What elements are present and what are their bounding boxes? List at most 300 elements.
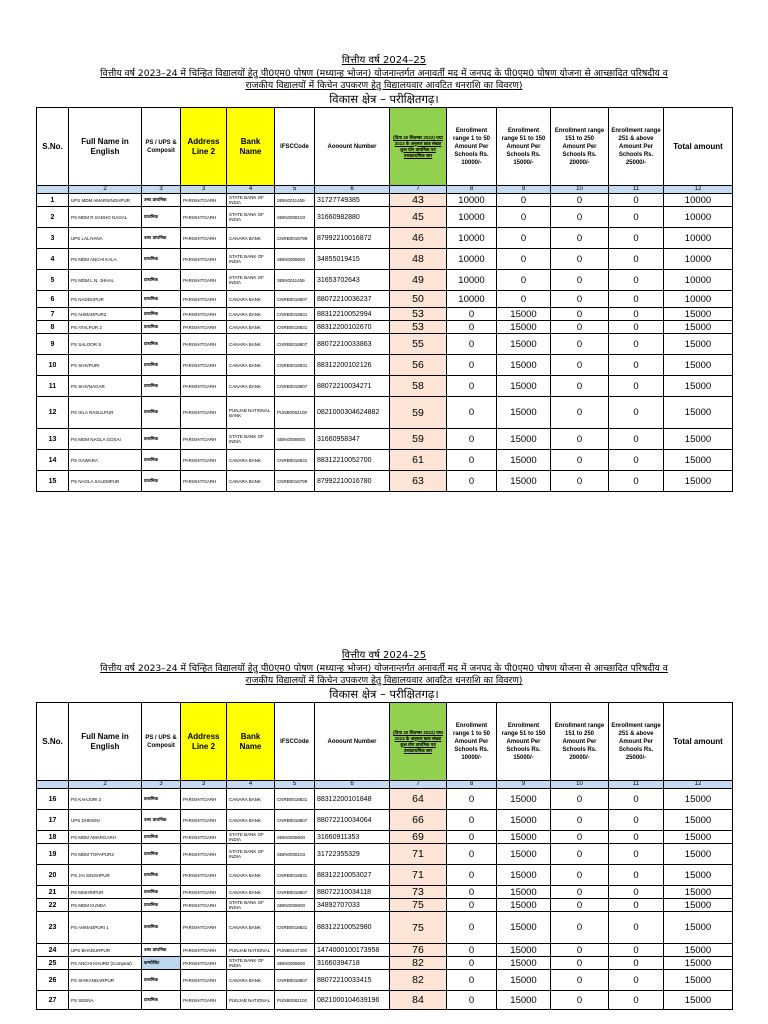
table-row	[37, 194, 733, 207]
row-range1-amount: 0	[447, 957, 497, 970]
row-bank-name: CANARA BANK	[227, 471, 275, 492]
row-enrolment-count: 71	[390, 844, 447, 865]
row-range3-amount: 0	[551, 291, 609, 308]
row-enrolment-count: 43	[390, 194, 447, 207]
row-range4-amount: 0	[609, 912, 664, 944]
row-range2-amount: 0	[497, 207, 551, 228]
row-range2-amount: 15000	[497, 334, 551, 355]
table-row	[37, 991, 733, 1010]
row-range3-amount: 0	[551, 397, 609, 429]
row-school-name: PS SEENA	[69, 991, 142, 1010]
row-total-amount: 10000	[664, 228, 733, 249]
row-ifsc: SBIN0008600	[275, 899, 315, 912]
col-sno: S.No.	[37, 703, 69, 781]
row-sno: 1	[37, 194, 69, 207]
row-school-type: प्राथमिक	[142, 376, 181, 397]
row-account-number: 0821000304624882	[315, 397, 390, 429]
row-enrolment-count: 53	[390, 308, 447, 321]
row-range2-amount: 15000	[497, 865, 551, 886]
index-cell: 4	[227, 781, 275, 789]
col-range4: Enrollment range 251 & above Amount Per Schools Rs. 25000/-	[609, 703, 664, 781]
row-range3-amount: 0	[551, 355, 609, 376]
col-sno: S.No.	[37, 108, 69, 186]
row-address: PARISHITGARH	[181, 249, 227, 270]
table-row	[37, 886, 733, 899]
row-address: PARISHITGARH	[181, 334, 227, 355]
row-range4-amount: 0	[609, 228, 664, 249]
row-bank-name: CANARA BANK	[227, 308, 275, 321]
row-school-name: UPS MDM AMARSINGHPUR	[69, 194, 142, 207]
col-ps-ups: PS / UPS & Composit	[142, 108, 181, 186]
row-enrolment-count: 61	[390, 450, 447, 471]
index-cell: 9	[497, 186, 551, 194]
row-address: PARISHITGARH	[181, 397, 227, 429]
index-cell: 3	[142, 186, 181, 194]
row-address: PARISHITGARH	[181, 308, 227, 321]
row-school-type: प्राथमिक	[142, 450, 181, 471]
subtitle-line-2: राजकीय विद्यालयों में किचेन उपकरण हेतु विद्यालयवार आवटित धनराशि का विवरण)	[245, 675, 523, 686]
row-address: PARISHITGARH	[181, 789, 227, 810]
row-account-number: 0821000104639196	[315, 991, 390, 1010]
row-bank-name: CANARA BANK	[227, 912, 275, 944]
row-range4-amount: 0	[609, 789, 664, 810]
col-range3: Enrollment range 151 to 250 Amount Per Schools Rs. 20000/-	[551, 703, 609, 781]
row-range1-amount: 0	[447, 334, 497, 355]
row-range1-amount: 0	[447, 970, 497, 991]
row-total-amount: 15000	[664, 991, 733, 1010]
col-ifsc: IFSCCode	[275, 108, 315, 186]
table-row	[37, 429, 733, 450]
row-account-number: 31653702643	[315, 270, 390, 291]
row-enrolment-count: 82	[390, 957, 447, 970]
row-address: PARISHITGARH	[181, 228, 227, 249]
row-total-amount: 15000	[664, 429, 733, 450]
row-account-number: 88072210033863	[315, 334, 390, 355]
row-sno: 7	[37, 308, 69, 321]
index-cell: 10	[551, 781, 609, 789]
row-bank-name: CANARA BANK	[227, 970, 275, 991]
row-ifsc: CNRB0018807	[275, 886, 315, 899]
row-enrolment-count: 76	[390, 944, 447, 957]
table-row	[37, 376, 733, 397]
row-range3-amount: 0	[551, 899, 609, 912]
row-school-name: PS JAI SINGHPUR	[69, 865, 142, 886]
row-ifsc: CNRB0018831	[275, 865, 315, 886]
row-school-name: PS GAWARA	[69, 450, 142, 471]
row-school-name: PS MISHRIPUR	[69, 886, 142, 899]
row-account-number: 31722355329	[315, 844, 390, 865]
row-range2-amount: 15000	[497, 308, 551, 321]
row-range2-amount: 0	[497, 270, 551, 291]
row-bank-name: CANARA BANK	[227, 291, 275, 308]
col-bank: Bank Name	[227, 108, 275, 186]
row-school-type: प्राथमिक	[142, 334, 181, 355]
allocation-table-1	[36, 107, 733, 492]
row-bank-name: CANARA BANK	[227, 321, 275, 334]
row-range4-amount: 0	[609, 397, 664, 429]
row-ifsc: CNRB0018807	[275, 291, 315, 308]
row-bank-name: STATE BANK OF INDIA	[227, 844, 275, 865]
col-range1: Enrollment range 1 to 50 Amount Per Schools Rs. 10000/-	[447, 703, 497, 781]
row-school-type: प्राथमिक	[142, 429, 181, 450]
row-enrolment-count: 56	[390, 355, 447, 376]
row-range3-amount: 0	[551, 844, 609, 865]
row-account-number: 31660958347	[315, 429, 390, 450]
row-range4-amount: 0	[609, 194, 664, 207]
row-range4-amount: 0	[609, 471, 664, 492]
row-account-number: 31660394718	[315, 957, 390, 970]
row-range1-amount: 0	[447, 899, 497, 912]
row-range3-amount: 0	[551, 450, 609, 471]
row-total-amount: 15000	[664, 376, 733, 397]
row-sno: 24	[37, 944, 69, 957]
row-range1-amount: 0	[447, 376, 497, 397]
row-sno: 27	[37, 991, 69, 1010]
row-range1-amount: 0	[447, 912, 497, 944]
row-range3-amount: 0	[551, 429, 609, 450]
row-sno: 5	[37, 270, 69, 291]
row-sno: 3	[37, 228, 69, 249]
index-cell: 6	[315, 186, 390, 194]
row-range4-amount: 0	[609, 899, 664, 912]
row-school-type: कम्पोजिट	[142, 957, 181, 970]
row-range2-amount: 15000	[497, 899, 551, 912]
row-ifsc: SBIN0008103	[275, 207, 315, 228]
row-address: PARISHITGARH	[181, 450, 227, 471]
row-sno: 26	[37, 970, 69, 991]
row-range2-amount: 15000	[497, 376, 551, 397]
row-range4-amount: 0	[609, 886, 664, 899]
index-cell: 11	[609, 186, 664, 194]
row-range3-amount: 0	[551, 831, 609, 844]
row-range4-amount: 0	[609, 207, 664, 228]
row-range3-amount: 0	[551, 334, 609, 355]
row-school-name: PS AHMADPUR2	[69, 308, 142, 321]
row-sno: 2	[37, 207, 69, 228]
row-range4-amount: 0	[609, 844, 664, 865]
row-range2-amount: 15000	[497, 912, 551, 944]
row-total-amount: 10000	[664, 207, 733, 228]
col-address: Address Line 2	[181, 108, 227, 186]
row-account-number: 88312200101848	[315, 789, 390, 810]
row-school-type: प्राथमिक	[142, 355, 181, 376]
index-cell: 5	[275, 186, 315, 194]
index-cell: 6	[315, 781, 390, 789]
header-row	[37, 108, 733, 186]
row-ifsc: CNRB0018831	[275, 321, 315, 334]
row-ifsc: SBIN0011459	[275, 270, 315, 291]
index-cell: 3	[181, 186, 227, 194]
row-bank-name: STATE BANK OF INDIA	[227, 207, 275, 228]
table-row	[37, 899, 733, 912]
row-school-type: प्राथमिक	[142, 886, 181, 899]
row-range4-amount: 0	[609, 991, 664, 1010]
row-enrolment-count: 64	[390, 789, 447, 810]
row-range1-amount: 0	[447, 844, 497, 865]
row-school-name: PS MDM KUNDA	[69, 899, 142, 912]
row-ifsc: SBIN0008600	[275, 957, 315, 970]
row-range4-amount: 0	[609, 291, 664, 308]
row-sno: 20	[37, 865, 69, 886]
row-enrolment-count: 53	[390, 321, 447, 334]
row-bank-name: STATE BANK OF INDIA	[227, 429, 275, 450]
row-account-number: 88312210052980	[315, 912, 390, 944]
index-cell	[37, 781, 69, 789]
row-total-amount: 10000	[664, 270, 733, 291]
table-row	[37, 831, 733, 844]
row-range1-amount: 0	[447, 789, 497, 810]
index-cell	[37, 186, 69, 194]
row-account-number: 88072210034064	[315, 810, 390, 831]
row-account-number: 88312210053027	[315, 865, 390, 886]
row-enrolment-count: 75	[390, 899, 447, 912]
row-range2-amount: 15000	[497, 886, 551, 899]
row-range2-amount: 15000	[497, 355, 551, 376]
row-address: PARISHITGARH	[181, 207, 227, 228]
col-range1: Enrollment range 1 to 50 Amount Per Schools Rs. 10000/-	[447, 108, 497, 186]
row-address: PARISHITGARH	[181, 957, 227, 970]
index-cell: 12	[664, 781, 733, 789]
table-row	[37, 450, 733, 471]
row-range2-amount: 15000	[497, 810, 551, 831]
table-row	[37, 249, 733, 270]
header-row	[37, 703, 733, 781]
row-total-amount: 15000	[664, 471, 733, 492]
row-enrolment-count: 50	[390, 291, 447, 308]
row-school-type: प्राथमिक	[142, 270, 181, 291]
row-range4-amount: 0	[609, 944, 664, 957]
row-school-name: PS ANCHI KHURD (Compeat)	[69, 957, 142, 970]
row-ifsc: CNRB0018799	[275, 228, 315, 249]
row-address: PARISHITGARH	[181, 321, 227, 334]
row-range1-amount: 10000	[447, 270, 497, 291]
subtitle-line-1: वित्तीय वर्ष 2023–24 में चिन्हित विद्यालयों हेतु पी0एम0 पोषण (मध्यान्ह भोजन) योजनान्तर्गत अनावर्ती मद में जनपद के पी0एम0 पोषण योजना से आच्छादित परिषदीय व	[100, 68, 668, 79]
row-school-type: प्राथमिक	[142, 899, 181, 912]
row-school-type: उच्च प्राथमिक	[142, 228, 181, 249]
row-school-name: PS MDM L.N. JHHAL	[69, 270, 142, 291]
index-cell: 2	[69, 781, 142, 789]
row-address: PARISHITGARH	[181, 970, 227, 991]
row-total-amount: 15000	[664, 334, 733, 355]
row-account-number: 88072210033415	[315, 970, 390, 991]
row-sno: 17	[37, 810, 69, 831]
row-school-type: प्राथमिक	[142, 397, 181, 429]
row-sno: 13	[37, 429, 69, 450]
row-school-name: PS IKLA RASULPUR	[69, 397, 142, 429]
row-bank-name: STATE BANK OF INDIA	[227, 249, 275, 270]
row-bank-name: CANARA BANK	[227, 810, 275, 831]
row-range2-amount: 15000	[497, 991, 551, 1010]
row-account-number: 31660911353	[315, 831, 390, 844]
table-row	[37, 321, 733, 334]
table-row	[37, 970, 733, 991]
row-bank-name: PUNJAB NATIONAL	[227, 991, 275, 1010]
row-school-type: प्राथमिक	[142, 912, 181, 944]
row-total-amount: 10000	[664, 291, 733, 308]
row-school-type: प्राथमिक	[142, 789, 181, 810]
row-total-amount: 15000	[664, 865, 733, 886]
table-body-2	[37, 789, 733, 1010]
row-range4-amount: 0	[609, 376, 664, 397]
table-row	[37, 355, 733, 376]
index-row	[37, 781, 733, 789]
row-address: PARISHITGARH	[181, 899, 227, 912]
row-range1-amount: 0	[447, 810, 497, 831]
row-address: PARISHITGARH	[181, 865, 227, 886]
row-sno: 21	[37, 886, 69, 899]
row-total-amount: 15000	[664, 970, 733, 991]
row-range2-amount: 15000	[497, 944, 551, 957]
row-total-amount: 15000	[664, 810, 733, 831]
col-address: Address Line 2	[181, 703, 227, 781]
row-address: PARISHITGARH	[181, 376, 227, 397]
row-school-name: PS MDM AMARGARH	[69, 831, 142, 844]
row-sno: 9	[37, 334, 69, 355]
table-row	[37, 291, 733, 308]
row-ifsc: CNRB0018807	[275, 376, 315, 397]
row-address: PARISHITGARH	[181, 471, 227, 492]
fiscal-year-title: वित्तीय वर्ष 2024–25	[341, 650, 427, 661]
row-range3-amount: 0	[551, 810, 609, 831]
row-school-name: PS MDM R.SADHO NAGAL	[69, 207, 142, 228]
index-cell: 7	[390, 186, 447, 194]
row-ifsc: CNRB0018831	[275, 789, 315, 810]
row-ifsc: CNRB0018799	[275, 471, 315, 492]
row-bank-name: STATE BANK OF INDIA	[227, 194, 275, 207]
row-range4-amount: 0	[609, 865, 664, 886]
row-ifsc: PUNB0082100	[275, 991, 315, 1010]
row-account-number: 88072210036237	[315, 291, 390, 308]
row-total-amount: 15000	[664, 912, 733, 944]
row-enrolment-count: 69	[390, 831, 447, 844]
row-range4-amount: 0	[609, 810, 664, 831]
index-cell: 8	[447, 186, 497, 194]
row-range1-amount: 10000	[447, 228, 497, 249]
row-range2-amount: 15000	[497, 321, 551, 334]
row-school-type: प्राथमिक	[142, 291, 181, 308]
row-ifsc: PUNB0147400	[275, 944, 315, 957]
col-enrolment: (दिया 30 सितम्बर 2022) यथा 2023 के अनुसार छात्र संख्या कुल योग प्राथमिक एवं उच्चप्राथमिक स्तर	[390, 703, 447, 781]
row-account-number: 34892707033	[315, 899, 390, 912]
col-ifsc: IFSCCode	[275, 703, 315, 781]
row-school-name: PS SALOOR S	[69, 334, 142, 355]
row-range3-amount: 0	[551, 970, 609, 991]
row-range2-amount: 15000	[497, 844, 551, 865]
section-2	[36, 649, 732, 1010]
index-row	[37, 186, 733, 194]
table-row	[37, 308, 733, 321]
row-enrolment-count: 48	[390, 249, 447, 270]
row-school-name: UPS BHADURPUR	[69, 944, 142, 957]
row-range3-amount: 0	[551, 912, 609, 944]
col-name: Full Name in English	[69, 108, 142, 186]
row-address: PARISHITGARH	[181, 194, 227, 207]
row-bank-name: STATE BANK OF INDIA	[227, 899, 275, 912]
row-ifsc: CNRB0018831	[275, 308, 315, 321]
row-ifsc: PUNB0082100	[275, 397, 315, 429]
row-range1-amount: 10000	[447, 291, 497, 308]
row-total-amount: 15000	[664, 957, 733, 970]
row-bank-name: CANARA BANK	[227, 376, 275, 397]
col-range4: Enrollment range 251 & above Amount Per Schools Rs. 25000/-	[609, 108, 664, 186]
row-bank-name: CANARA BANK	[227, 334, 275, 355]
row-range2-amount: 15000	[497, 471, 551, 492]
row-school-name: PS NAGLA SALEMPUR	[69, 471, 142, 492]
row-total-amount: 15000	[664, 844, 733, 865]
row-address: PARISHITGARH	[181, 844, 227, 865]
row-bank-name: STATE BANK OF INDIA	[227, 831, 275, 844]
row-range2-amount: 15000	[497, 789, 551, 810]
row-school-name: PS ATALPUR 2	[69, 321, 142, 334]
row-ifsc: CNRB0018831	[275, 450, 315, 471]
row-range4-amount: 0	[609, 831, 664, 844]
index-cell: 3	[142, 781, 181, 789]
row-total-amount: 15000	[664, 789, 733, 810]
row-range1-amount: 0	[447, 321, 497, 334]
row-range2-amount: 15000	[497, 450, 551, 471]
row-range3-amount: 0	[551, 194, 609, 207]
row-school-name: PS MDM ANCHI KALA	[69, 249, 142, 270]
row-sno: 12	[37, 397, 69, 429]
row-range4-amount: 0	[609, 249, 664, 270]
row-school-type: उच्च प्राथमिक	[142, 194, 181, 207]
table-row	[37, 789, 733, 810]
row-range3-amount: 0	[551, 865, 609, 886]
row-enrolment-count: 73	[390, 886, 447, 899]
row-bank-name: PUNJAB NATIONAL BANK	[227, 397, 275, 429]
row-enrolment-count: 71	[390, 865, 447, 886]
row-range3-amount: 0	[551, 471, 609, 492]
row-account-number: 1474000100173958	[315, 944, 390, 957]
row-range3-amount: 0	[551, 207, 609, 228]
row-account-number: 34855019415	[315, 249, 390, 270]
row-ifsc: CNRB0018831	[275, 912, 315, 944]
row-range2-amount: 0	[497, 194, 551, 207]
row-sno: 18	[37, 831, 69, 844]
row-range1-amount: 0	[447, 471, 497, 492]
row-bank-name: CANARA BANK	[227, 886, 275, 899]
row-school-name: UPS DHIKENI	[69, 810, 142, 831]
row-address: PARISHITGARH	[181, 912, 227, 944]
row-school-type: प्राथमिक	[142, 471, 181, 492]
row-ifsc: SBIN0008600	[275, 429, 315, 450]
row-enrolment-count: 84	[390, 991, 447, 1010]
row-school-type: उच्च प्राथमिक	[142, 944, 181, 957]
row-range1-amount: 0	[447, 355, 497, 376]
row-range3-amount: 0	[551, 249, 609, 270]
row-range3-amount: 0	[551, 270, 609, 291]
col-total: Total amount	[664, 108, 733, 186]
row-range1-amount: 0	[447, 397, 497, 429]
row-range2-amount: 15000	[497, 831, 551, 844]
row-account-number: 88312210052700	[315, 450, 390, 471]
col-bank: Bank Name	[227, 703, 275, 781]
row-range3-amount: 0	[551, 886, 609, 899]
row-school-type: प्राथमिक	[142, 865, 181, 886]
row-sno: 19	[37, 844, 69, 865]
table-row	[37, 844, 733, 865]
row-ifsc: SBIN0011459	[275, 194, 315, 207]
row-ifsc: SBIN0008103	[275, 844, 315, 865]
row-range1-amount: 10000	[447, 194, 497, 207]
index-cell: 11	[609, 781, 664, 789]
row-range2-amount: 15000	[497, 970, 551, 991]
row-school-type: प्राथमिक	[142, 831, 181, 844]
row-enrolment-count: 59	[390, 397, 447, 429]
table-row	[37, 810, 733, 831]
row-school-name: PS KAHJURI 2	[69, 789, 142, 810]
row-bank-name: STATE BANK OF INDIA	[227, 957, 275, 970]
